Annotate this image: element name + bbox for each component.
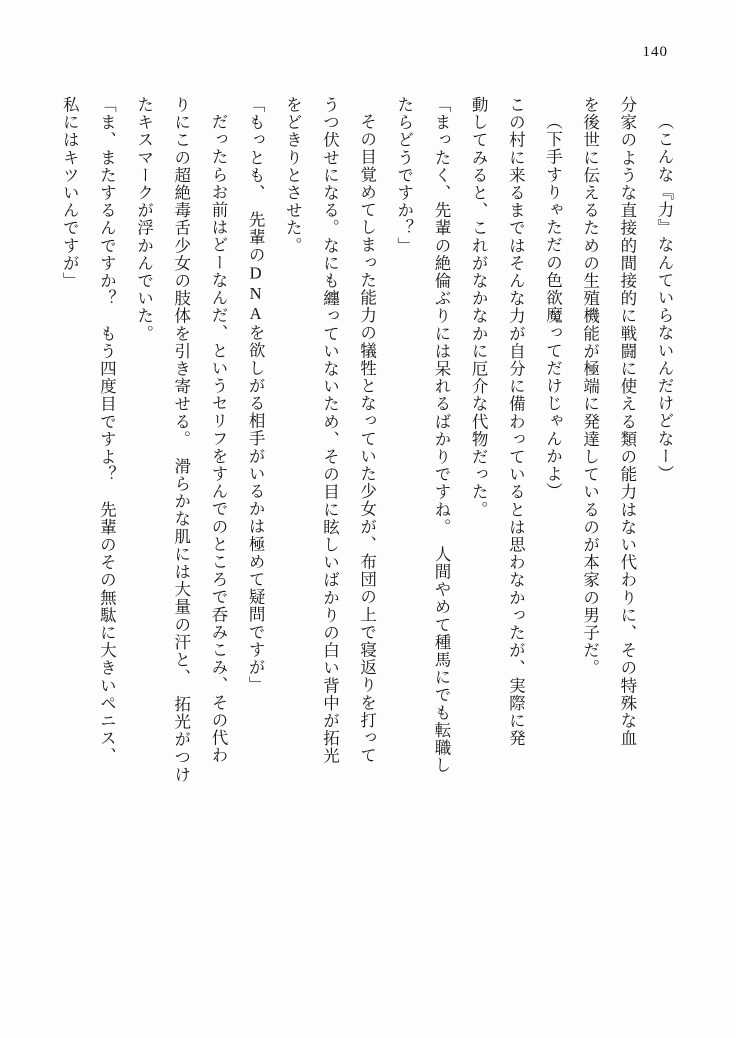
text-line: をどきりとさせた。	[283, 96, 303, 255]
text-line: うつ伏せになる。なにも纏っていないため、その目に眩しいばかりの白い背中が拓光	[320, 96, 340, 765]
text-line: たらどうですか？」	[394, 96, 414, 255]
text-line: りにこの超絶毒舌少女の肢体を引き寄せる。 滑らかな肌には大量の汗と、 拓光がつけ	[171, 96, 191, 784]
text-line: を後世に伝えるための生殖機能が極端に発達しているのが本家の男子だ。	[580, 96, 600, 677]
text-line: 動してみると、これがなかなかに厄介な代物だった。	[469, 96, 489, 519]
text-line: その目覚めてしまった能力の犠牲となっていた少女が、布団の上で寝返りを打って	[357, 113, 377, 765]
text-line: この村に来るまではそんな力が自分に備わっているとは思わなかったが、実際に発	[506, 96, 526, 748]
text-line: 私にはキツいんですが」	[60, 96, 80, 290]
text-line: 「まったく、先輩の絶倫ぶりには呆れるばかりですね。 人間やめて種馬にでも転職し	[431, 96, 451, 775]
text-line: 「もっとも、 先輩のDNAを欲しがる相手がいるかは極めて疑問ですが」	[246, 96, 266, 694]
text-line: たキスマークが浮かんでいた。	[134, 96, 154, 343]
text-line: 「ま、またするんですか？ もう四度目ですよ？ 先輩のその無駄に大きいペニス、	[97, 96, 117, 765]
text-line: だったらお前はどーなんだ、というセリフをすんでのところで呑みこみ、その代わ	[208, 113, 228, 765]
text-line: （下手すりゃただの色欲魔ってだけじゃんかよ）	[543, 113, 563, 501]
text-line: （こんな『力』なんていらないんだけどなー）	[655, 113, 674, 483]
page-text-body	[56, 96, 680, 976]
page-number: 140	[642, 44, 668, 60]
text-line: 分家のような直接的間接的に戦闘に使える類の能力はない代わりに、その特殊な血	[617, 96, 637, 748]
